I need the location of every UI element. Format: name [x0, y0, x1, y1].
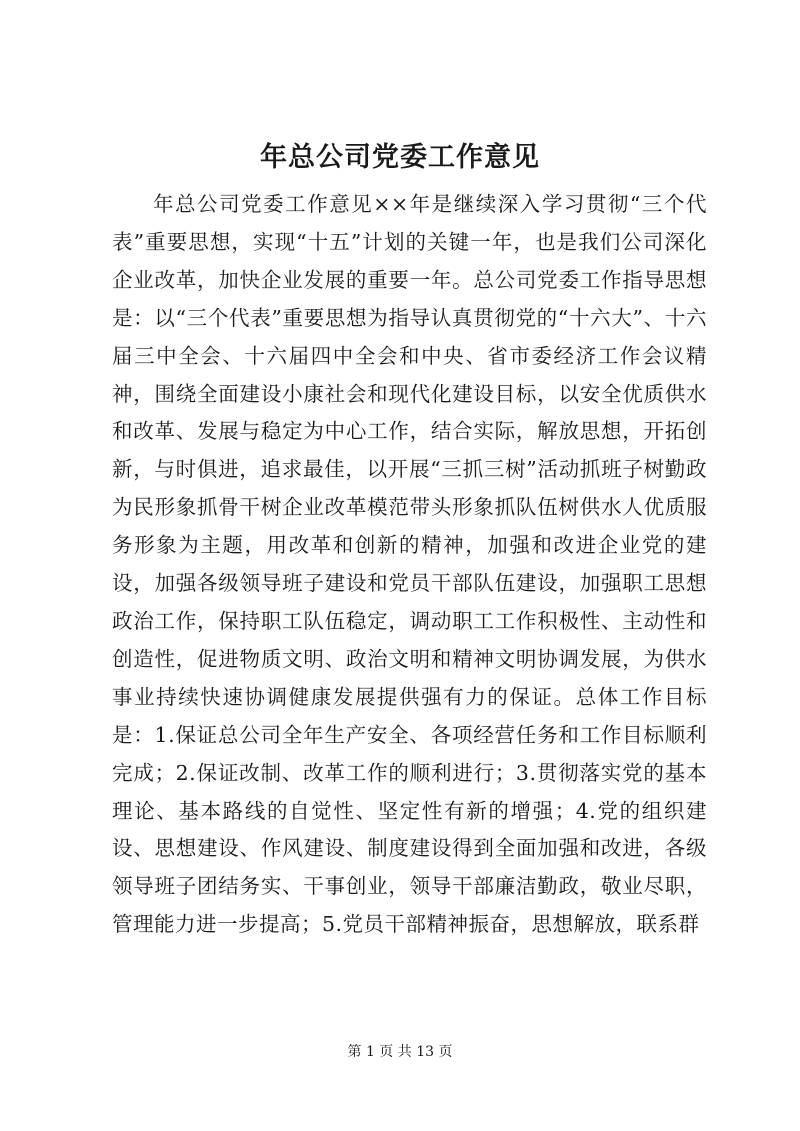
document-title: 年总公司党委工作意见	[260, 142, 540, 173]
document-body-paragraph: 年总公司党委工作意见××年是继续深入学习贯彻“三个代表”重要思想，实现“十五”计划的关键一年，也是我们公司深化企业改革，加快企业发展的重要一年。总公司党委工作指导思想是：以“三个代表”重要思想为指导认真贯彻党的“十六大”、十六届三中全会、十六届四中全会和中央、省市委经济工作会议精神，围绕全面建设小康社会和现代化建设目标，以安全优质供水和改革、发展与稳定为中心工作，结合实际，解放思想，开拓创新，与时俱进，追求最佳，以开展“三抓三树”活动抓班子树勤政为民形象抓骨干树企业改革模范带头形象抓队伍树供水人优质服务形象为主题，用改革和创新的精神，加强和改进企业党的建设，加强各级领导班子建设和党员干部队伍建设，加强职工思想政治工作，保持职工队伍稳定，调动职工工作积极性、主动性和创造性，促进物质文明、政治文明和精神文明协调发展，为供水事业持续快速协调健康发展提供强有力的保证。总体工作目标是：1.保证总公司全年生产安全、各项经营任务和工作目标顺利完成；2.保证改制、改革工作的顺利进行；3.贯彻落实党的基本理论、基本路线的自觉性、坚定性有新的增强；4.党的组织建设、思想建设、作风建设、制度建设得到全面加强和改进，各级领导班子团结务实、干事创业，领导干部廉洁勤政，敬业尽职，管理能力进一步提高；5.党员干部精神振奋，思想解放，联系群	[112, 192, 707, 937]
page-number-footer: 第 1 页 共 13 页	[347, 1044, 453, 1060]
